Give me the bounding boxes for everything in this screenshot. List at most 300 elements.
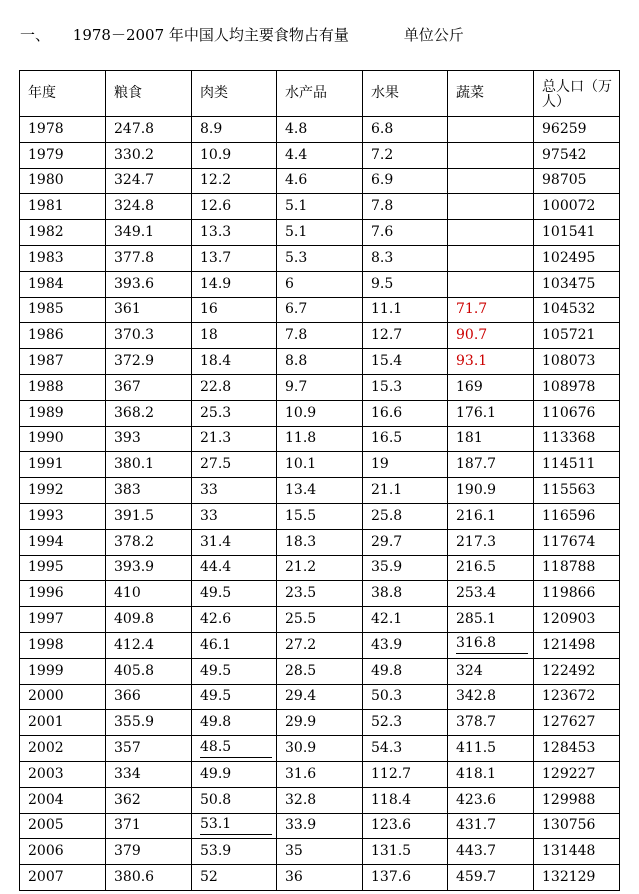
table-row	[20, 323, 620, 349]
meat-cell	[192, 813, 277, 839]
aquatic-cell-value: 4.6	[285, 172, 308, 189]
vegetables-cell	[448, 632, 534, 658]
grain-cell	[106, 761, 192, 787]
year-cell	[20, 555, 106, 581]
aquatic-cell-value: 8.8	[285, 353, 308, 370]
aquatic-cell	[277, 142, 363, 168]
year-cell-value: 1993	[28, 507, 64, 524]
population-cell	[534, 632, 620, 658]
population-cell	[534, 297, 620, 323]
grain-cell	[106, 529, 192, 555]
grain-cell-value: 409.8	[114, 611, 155, 628]
aquatic-cell	[277, 374, 363, 400]
meat-cell	[192, 220, 277, 246]
year-cell-value: 1979	[28, 146, 64, 163]
table-row	[20, 297, 620, 323]
fruit-cell	[363, 736, 448, 762]
fruit-cell	[363, 865, 448, 891]
meat-cell	[192, 658, 277, 684]
year-cell-value: 2005	[28, 817, 64, 834]
population-cell-value: 100072	[542, 198, 596, 215]
meat-cell-value: 16	[200, 301, 218, 318]
grain-cell	[106, 839, 192, 865]
vegetables-cell-value: 90.7	[456, 327, 488, 344]
vegetables-cell	[448, 349, 534, 375]
vegetables-cell	[448, 426, 534, 452]
aquatic-cell	[277, 581, 363, 607]
year-cell	[20, 117, 106, 143]
vegetables-cell	[448, 658, 534, 684]
grain-cell-value: 357	[114, 740, 141, 757]
meat-cell	[192, 865, 277, 891]
fruit-cell-value: 42.1	[371, 611, 403, 628]
meat-cell	[192, 761, 277, 787]
meat-cell-value: 14.9	[200, 275, 232, 292]
fruit-cell-value: 7.6	[371, 224, 394, 241]
vegetables-cell	[448, 581, 534, 607]
grain-cell	[106, 813, 192, 839]
grain-cell	[106, 142, 192, 168]
fruit-cell-value: 131.5	[371, 843, 412, 860]
aquatic-cell-value: 23.5	[285, 585, 317, 602]
year-cell	[20, 710, 106, 736]
aquatic-cell-value: 28.5	[285, 662, 317, 679]
meat-cell-value: 12.2	[200, 172, 232, 189]
population-cell	[534, 194, 620, 220]
grain-cell-value: 367	[114, 378, 141, 395]
table-row	[20, 865, 620, 891]
table-row	[20, 503, 620, 529]
population-cell	[534, 529, 620, 555]
vegetables-cell	[448, 787, 534, 813]
meat-cell	[192, 245, 277, 271]
population-cell	[534, 761, 620, 787]
fruit-cell	[363, 839, 448, 865]
population-cell-value: 129227	[542, 765, 596, 782]
table-row	[20, 813, 620, 839]
fruit-cell-value: 38.8	[371, 585, 403, 602]
grain-cell	[106, 400, 192, 426]
section-number: 一、	[20, 26, 51, 44]
fruit-cell	[363, 503, 448, 529]
vegetables-cell-value: 443.7	[456, 843, 497, 860]
population-cell	[534, 581, 620, 607]
population-cell	[534, 839, 620, 865]
year-cell-value: 1991	[28, 456, 64, 473]
meat-cell	[192, 787, 277, 813]
population-cell	[534, 245, 620, 271]
vegetables-cell	[448, 452, 534, 478]
vegetables-cell	[448, 529, 534, 555]
population-cell	[534, 865, 620, 891]
aquatic-cell-value: 27.2	[285, 636, 317, 653]
grain-cell-value: 393.6	[114, 275, 155, 292]
population-cell-value: 110676	[542, 404, 596, 421]
population-cell-value: 105721	[542, 327, 596, 344]
year-cell-value: 1989	[28, 404, 64, 421]
fruit-cell	[363, 787, 448, 813]
population-cell	[534, 684, 620, 710]
fruit-cell	[363, 607, 448, 633]
aquatic-cell-value: 29.9	[285, 714, 317, 731]
vegetables-cell	[448, 374, 534, 400]
meat-cell	[192, 271, 277, 297]
vegetables-cell	[448, 684, 534, 710]
grain-cell-value: 324.8	[114, 198, 155, 215]
grain-cell-value: 391.5	[114, 507, 155, 524]
fruit-cell	[363, 632, 448, 658]
meat-cell	[192, 168, 277, 194]
aquatic-cell	[277, 323, 363, 349]
meat-cell	[192, 297, 277, 323]
population-cell-value: 116596	[542, 507, 596, 524]
meat-cell-value: 18	[200, 327, 218, 344]
year-cell-value: 1986	[28, 327, 64, 344]
table-row	[20, 400, 620, 426]
grain-cell-value: 393.9	[114, 559, 155, 576]
table-row	[20, 245, 620, 271]
grain-cell-value: 380.6	[114, 869, 155, 885]
meat-cell	[192, 117, 277, 143]
meat-cell	[192, 478, 277, 504]
meat-cell	[192, 684, 277, 710]
grain-cell-value: 372.9	[114, 353, 155, 370]
population-cell-value: 130756	[542, 817, 596, 834]
year-cell-value: 1997	[28, 611, 64, 628]
meat-cell	[192, 452, 277, 478]
grain-cell	[106, 503, 192, 529]
grain-cell-value: 334	[114, 765, 141, 782]
vegetables-cell	[448, 503, 534, 529]
meat-cell-value: 53.9	[200, 843, 232, 860]
fruit-cell-value: 16.6	[371, 404, 403, 421]
grain-cell	[106, 452, 192, 478]
food-per-capita-table	[19, 70, 620, 891]
year-cell-value: 1988	[28, 378, 64, 395]
year-cell	[20, 684, 106, 710]
aquatic-cell-value: 6	[285, 275, 294, 292]
table-row	[20, 478, 620, 504]
year-cell	[20, 736, 106, 762]
vegetables-cell-value: 418.1	[456, 765, 497, 782]
fruit-cell	[363, 194, 448, 220]
aquatic-cell	[277, 194, 363, 220]
fruit-cell-value: 43.9	[371, 636, 403, 653]
year-cell-value: 1985	[28, 301, 64, 318]
vegetables-cell	[448, 194, 534, 220]
vegetables-cell	[448, 761, 534, 787]
fruit-cell-value: 52.3	[371, 714, 403, 731]
grain-cell	[106, 117, 192, 143]
vegetables-cell-value: 190.9	[456, 482, 497, 499]
aquatic-cell-value: 4.8	[285, 120, 308, 137]
vegetables-cell	[448, 245, 534, 271]
grain-cell	[106, 374, 192, 400]
year-cell	[20, 478, 106, 504]
year-cell-value: 1984	[28, 275, 64, 292]
meat-cell	[192, 529, 277, 555]
meat-cell-value: 18.4	[200, 353, 232, 370]
population-cell	[534, 168, 620, 194]
population-cell-value: 122492	[542, 662, 596, 679]
grain-cell-value: 380.1	[114, 456, 155, 473]
vegetables-cell-value: 324	[456, 662, 483, 679]
meat-cell-value: 49.9	[200, 765, 232, 782]
meat-cell	[192, 503, 277, 529]
year-cell-value: 1995	[28, 559, 64, 576]
fruit-cell	[363, 323, 448, 349]
fruit-cell-value: 118.4	[371, 791, 412, 808]
year-cell	[20, 142, 106, 168]
grain-cell-value: 383	[114, 482, 141, 499]
meat-cell-value: 13.3	[200, 224, 232, 241]
aquatic-cell-value: 30.9	[285, 740, 317, 757]
year-cell-value: 2003	[28, 765, 64, 782]
meat-cell-value: 53.1	[200, 817, 272, 835]
vegetables-cell	[448, 271, 534, 297]
meat-cell	[192, 374, 277, 400]
grain-cell-value: 371	[114, 817, 141, 834]
vegetables-cell	[448, 168, 534, 194]
year-cell-value: 1983	[28, 249, 64, 266]
meat-cell-value: 10.9	[200, 146, 232, 163]
population-cell	[534, 736, 620, 762]
grain-cell	[106, 658, 192, 684]
year-cell	[20, 194, 106, 220]
population-cell-value: 120903	[542, 611, 596, 628]
table-row	[20, 761, 620, 787]
fruit-cell-value: 54.3	[371, 740, 403, 757]
table-row	[20, 374, 620, 400]
fruit-cell	[363, 581, 448, 607]
year-cell	[20, 400, 106, 426]
grain-cell-value: 377.8	[114, 249, 155, 266]
fruit-cell-value: 16.5	[371, 430, 403, 447]
aquatic-cell-value: 18.3	[285, 533, 317, 550]
fruit-cell-value: 15.4	[371, 353, 403, 370]
table-row	[20, 787, 620, 813]
year-cell	[20, 529, 106, 555]
fruit-cell	[363, 117, 448, 143]
table-row	[20, 142, 620, 168]
table-row	[20, 426, 620, 452]
grain-cell	[106, 607, 192, 633]
grain-cell	[106, 426, 192, 452]
year-cell	[20, 503, 106, 529]
population-cell	[534, 452, 620, 478]
fruit-cell	[363, 452, 448, 478]
fruit-cell	[363, 271, 448, 297]
fruit-cell-value: 7.2	[371, 146, 394, 163]
fruit-cell-value: 12.7	[371, 327, 403, 344]
vegetables-cell	[448, 142, 534, 168]
year-cell	[20, 607, 106, 633]
header-year: 年度	[20, 71, 106, 117]
fruit-cell-value: 6.8	[371, 120, 394, 137]
fruit-cell	[363, 761, 448, 787]
table-title: 1978－2007 年中国人均主要食物占有量	[72, 26, 349, 44]
population-cell	[534, 400, 620, 426]
fruit-cell-value: 21.1	[371, 482, 403, 499]
aquatic-cell	[277, 220, 363, 246]
population-cell-value: 118788	[542, 559, 596, 576]
aquatic-cell	[277, 245, 363, 271]
population-cell-value: 127627	[542, 714, 596, 731]
grain-cell	[106, 581, 192, 607]
fruit-cell	[363, 142, 448, 168]
year-cell	[20, 374, 106, 400]
vegetables-cell	[448, 117, 534, 143]
aquatic-cell	[277, 607, 363, 633]
grain-cell-value: 393	[114, 430, 141, 447]
population-cell-value: 102495	[542, 249, 596, 266]
meat-cell-value: 50.8	[200, 791, 232, 808]
year-cell-value: 1996	[28, 585, 64, 602]
fruit-cell	[363, 400, 448, 426]
fruit-cell	[363, 349, 448, 375]
year-cell	[20, 168, 106, 194]
aquatic-cell	[277, 271, 363, 297]
fruit-cell	[363, 478, 448, 504]
vegetables-cell-value: 71.7	[456, 301, 488, 318]
population-cell	[534, 813, 620, 839]
vegetables-cell-value: 93.1	[456, 353, 488, 370]
aquatic-cell	[277, 168, 363, 194]
meat-cell-value: 33	[200, 482, 218, 499]
fruit-cell	[363, 684, 448, 710]
grain-cell-value: 366	[114, 688, 141, 705]
table-row	[20, 839, 620, 865]
population-cell	[534, 349, 620, 375]
year-cell-value: 2004	[28, 791, 64, 808]
grain-cell-value: 412.4	[114, 636, 155, 653]
header-meat: 肉类	[192, 71, 277, 117]
vegetables-cell-value: 169	[456, 378, 483, 395]
meat-cell-value: 22.8	[200, 378, 232, 395]
meat-cell	[192, 400, 277, 426]
year-cell-value: 1998	[28, 636, 64, 653]
header-aquatic: 水产品	[277, 71, 363, 117]
vegetables-cell-value: 176.1	[456, 404, 497, 421]
aquatic-cell	[277, 297, 363, 323]
meat-cell	[192, 581, 277, 607]
aquatic-cell-value: 13.4	[285, 482, 317, 499]
meat-cell-value: 31.4	[200, 533, 232, 550]
aquatic-cell-value: 11.8	[285, 430, 317, 447]
aquatic-cell-value: 10.9	[285, 404, 317, 421]
aquatic-cell	[277, 426, 363, 452]
aquatic-cell	[277, 117, 363, 143]
table-row	[20, 349, 620, 375]
vegetables-cell-value: 187.7	[456, 456, 497, 473]
population-cell-value: 96259	[542, 120, 587, 137]
meat-cell-value: 21.3	[200, 430, 232, 447]
grain-cell	[106, 787, 192, 813]
grain-cell	[106, 168, 192, 194]
year-cell-value: 1992	[28, 482, 64, 499]
fruit-cell-value: 137.6	[371, 869, 412, 885]
population-cell-value: 128453	[542, 740, 596, 757]
vegetables-cell	[448, 813, 534, 839]
population-cell	[534, 503, 620, 529]
grain-cell	[106, 710, 192, 736]
population-cell	[534, 787, 620, 813]
vegetables-cell	[448, 297, 534, 323]
vegetables-cell	[448, 478, 534, 504]
meat-cell-value: 25.3	[200, 404, 232, 421]
year-cell	[20, 323, 106, 349]
fruit-cell-value: 25.8	[371, 507, 403, 524]
aquatic-cell-value: 25.5	[285, 611, 317, 628]
aquatic-cell	[277, 839, 363, 865]
header-grain: 粮食	[106, 71, 192, 117]
fruit-cell-value: 7.8	[371, 198, 394, 215]
table-row	[20, 632, 620, 658]
year-cell	[20, 581, 106, 607]
grain-cell	[106, 323, 192, 349]
year-cell-value: 2001	[28, 714, 64, 731]
meat-cell-value: 49.5	[200, 662, 232, 679]
grain-cell-value: 405.8	[114, 662, 155, 679]
year-cell-value: 1987	[28, 353, 64, 370]
aquatic-cell	[277, 736, 363, 762]
vegetables-cell-value: 411.5	[456, 740, 497, 757]
year-cell-value: 2002	[28, 740, 64, 757]
meat-cell	[192, 839, 277, 865]
population-cell-value: 113368	[542, 430, 596, 447]
table-row	[20, 194, 620, 220]
table-row	[20, 607, 620, 633]
meat-cell-value: 52	[200, 869, 218, 885]
vegetables-cell	[448, 607, 534, 633]
vegetables-cell	[448, 555, 534, 581]
fruit-cell	[363, 529, 448, 555]
table-row	[20, 555, 620, 581]
population-cell	[534, 271, 620, 297]
vegetables-cell	[448, 400, 534, 426]
meat-cell	[192, 736, 277, 762]
grain-cell	[106, 555, 192, 581]
population-cell-value: 101541	[542, 224, 596, 241]
aquatic-cell	[277, 400, 363, 426]
vegetables-cell-value: 423.6	[456, 791, 497, 808]
population-cell-value: 123672	[542, 688, 596, 705]
vegetables-cell-value: 342.8	[456, 688, 497, 705]
table-row	[20, 658, 620, 684]
year-cell	[20, 839, 106, 865]
vegetables-cell-value: 253.4	[456, 585, 497, 602]
grain-cell	[106, 194, 192, 220]
population-cell	[534, 710, 620, 736]
population-cell-value: 129988	[542, 791, 596, 808]
vegetables-cell-value: 316.8	[456, 636, 528, 654]
fruit-cell-value: 49.8	[371, 662, 403, 679]
meat-cell	[192, 194, 277, 220]
header-population: 总人口（万人）	[534, 71, 620, 117]
meat-cell	[192, 710, 277, 736]
vegetables-cell	[448, 839, 534, 865]
meat-cell	[192, 426, 277, 452]
meat-cell	[192, 349, 277, 375]
aquatic-cell-value: 33.9	[285, 817, 317, 834]
vegetables-cell	[448, 710, 534, 736]
population-cell	[534, 478, 620, 504]
grain-cell	[106, 736, 192, 762]
aquatic-cell-value: 10.1	[285, 456, 317, 473]
vegetables-cell-value: 216.1	[456, 507, 497, 524]
population-cell	[534, 117, 620, 143]
fruit-cell	[363, 710, 448, 736]
